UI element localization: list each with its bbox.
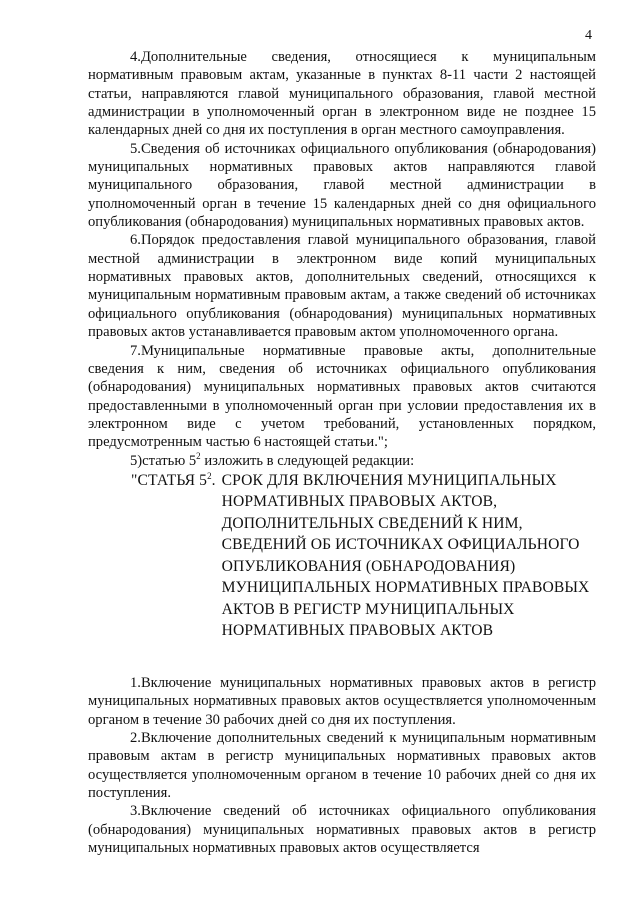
amendment-intro (88, 452, 596, 470)
paragraph-4: 4.Дополнительные сведения, относящиеся к муниципальным нормативным правовым актам, указанные в пунктах 8-11 части 2 настоящей статьи, направляются главой муниципального образования, главой местной администрации в уполномоченный орган в электронном виде не позднее 15 календарных дней со дня их поступления в орган местного самоуправления. (88, 49, 596, 139)
article-number-text: "СТАТЬЯ 5 (131, 471, 208, 489)
page-number: 4 (585, 28, 592, 43)
article-paragraph-1: 1.Включение муниципальных нормативных правовых актов в регистр муниципальных нормативных правовых актов осуществляется уполномоченным органом в течение 30 рабочих дней со дня их поступления. (88, 674, 596, 728)
document-body (88, 48, 596, 857)
article-number-superscript: 2 (207, 470, 212, 481)
article-title: СРОК ДЛЯ ВКЛЮЧЕНИЯ МУНИЦИПАЛЬНЫХ НОРМАТИВНЫХ ПРАВОВЫХ АКТОВ, ДОПОЛНИТЕЛЬНЫХ СВЕДЕНИЙ К НИМ, СВЕДЕНИЙ ОБ ИСТОЧНИКАХ ОФИЦИАЛЬНОГО ОПУБЛИКОВАНИЯ (ОБНАРОДОВАНИЯ) МУНИЦИПАЛЬНЫХ НОРМАТИВНЫХ ПРАВОВЫХ АКТОВ В РЕГИСТР МУНИЦИПАЛЬНЫХ НОРМАТИВНЫХ ПРАВОВЫХ АКТОВ (221, 471, 590, 640)
article-paragraph-3: 3.Включение сведений об источниках официального опубликования (обнародования) муниципальных нормативных правовых актов в регистр муниципальных нормативных правовых актов осуществляется (88, 803, 596, 856)
amendment-intro-text: 5)статью 5 (130, 452, 197, 469)
article-number (131, 470, 216, 642)
article-paragraph-2: 2.Включение дополнительных сведений к муниципальным нормативным правовым актам в регистр муниципальных нормативных правовых актов осуществляется уполномоченным органом в течение 10 рабочих дней со дня их поступления. (88, 729, 596, 801)
amendment-intro-superscript: 2 (196, 450, 201, 461)
section-spacer (88, 642, 596, 674)
article-heading (88, 470, 596, 642)
amendment-intro-tail: изложить в следующей редакции: (200, 452, 415, 469)
paragraph-7: 7.Муниципальные нормативные правовые акты, дополнительные сведения к ним, сведения об источниках официального опубликования (обнародования) муниципальных нормативных правовых актов считаются предоставленными в уполномоченный орган при условии предоставления их в электронном виде с учетом требований, установленных порядком, предусмотренным частью 6 настоящей статьи."; (88, 342, 596, 451)
paragraph-6: 6.Порядок предоставления главой муниципального образования, главой местной администрации в электронном виде копий муниципальных нормативных правовых актов, дополнительных сведений, относящихся к муниципальным нормативным правовым актам, а также сведений об источниках официального опубликования (обнародования) муниципальных нормативных правовых актов устанавливается правовым актом уполномоченного органа. (88, 232, 596, 341)
article-number-tail: . (211, 471, 216, 489)
paragraph-5: 5.Сведения об источниках официального опубликования (обнародования) муниципальных нормативных правовых актов направляются главой муниципального образования, главой местной администрации в уполномоченный орган в течение 15 календарных дней со дня официального опубликования (обнародования) муниципальных нормативных правовых актов. (88, 140, 596, 231)
